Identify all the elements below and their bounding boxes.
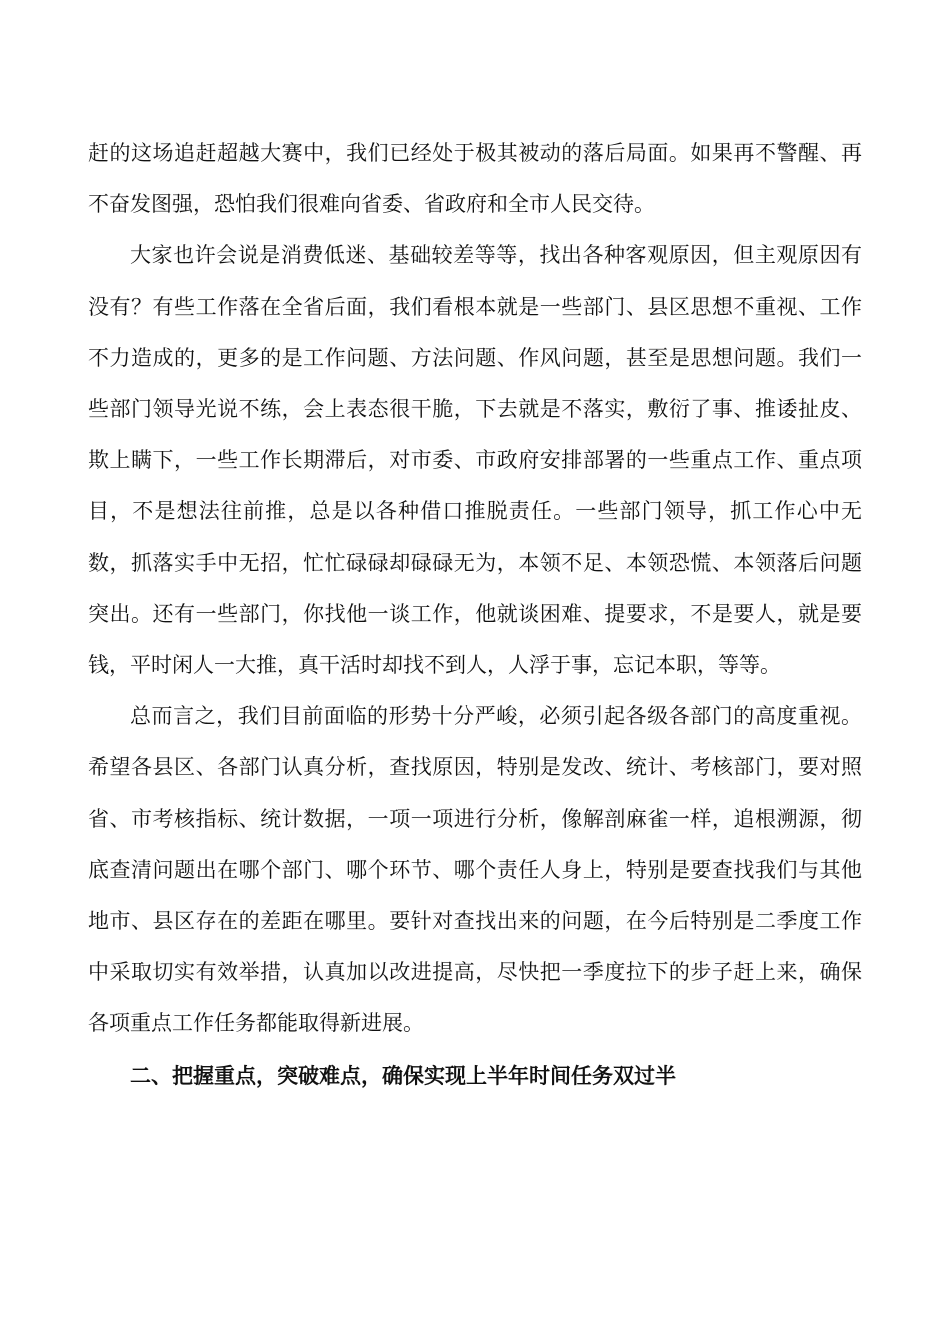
section-heading: 二、把握重点，突破难点，确保实现上半年时间任务双过半 [130,1062,676,1088]
paragraph-subjective-causes: 大家也许会说是消费低迷、基础较差等等，找出各种客观原因，但主观原因有没有？有些工作落在全省后面，我们看根本就是一些部门、县区思想不重视、工作不力造成的，更多的是工作问题、方法问题、作风问题，甚至是思想问题。我们一些部门领导光说不练，会上表态很干脆，下去就是不落实，敷衍了事、推诿扯皮、欺上瞒下，一些工作长期滞后，对市委、市政府安排部署的一些重点工作、重点项目，不是想法往前推，总是以各种借口推脱责任。一些部门领导，抓工作心中无数，抓落实手中无招，忙忙碌碌却碌碌无为，本领不足、本领恐慌、本领落后问题突出。还有一些部门，你找他一谈工作，他就谈困难、提要求，不是要人，就是要钱，平时闲人一大推，真干活时却找不到人，人浮于事，忘记本职，等等。 [88,243,862,678]
paragraph-continued: 赶的这场追赶超越大赛中，我们已经处于极其被动的落后局面。如果再不警醒、再不奋发图强，恐怕我们很难向省委、省政府和全市人民交待。 [88,141,862,217]
paragraph-summary: 总而言之，我们目前面临的形势十分严峻，必须引起各级各部门的高度重视。希望各县区、各部门认真分析，查找原因，特别是发改、统计、考核部门，要对照省、市考核指标、统计数据，一项一项进行分析，像解剖麻雀一样，追根溯源，彻底查清问题出在哪个部门、哪个环节、哪个责任人身上，特别是要查找我们与其他地市、县区存在的差距在哪里。要针对查找出来的问题，在今后特别是二季度工作中采取切实有效举措，认真加以改进提高，尽快把一季度拉下的步子赶上来，确保各项重点工作任务都能取得新进展。 [88,704,862,1036]
document-body [88,128,862,1101]
